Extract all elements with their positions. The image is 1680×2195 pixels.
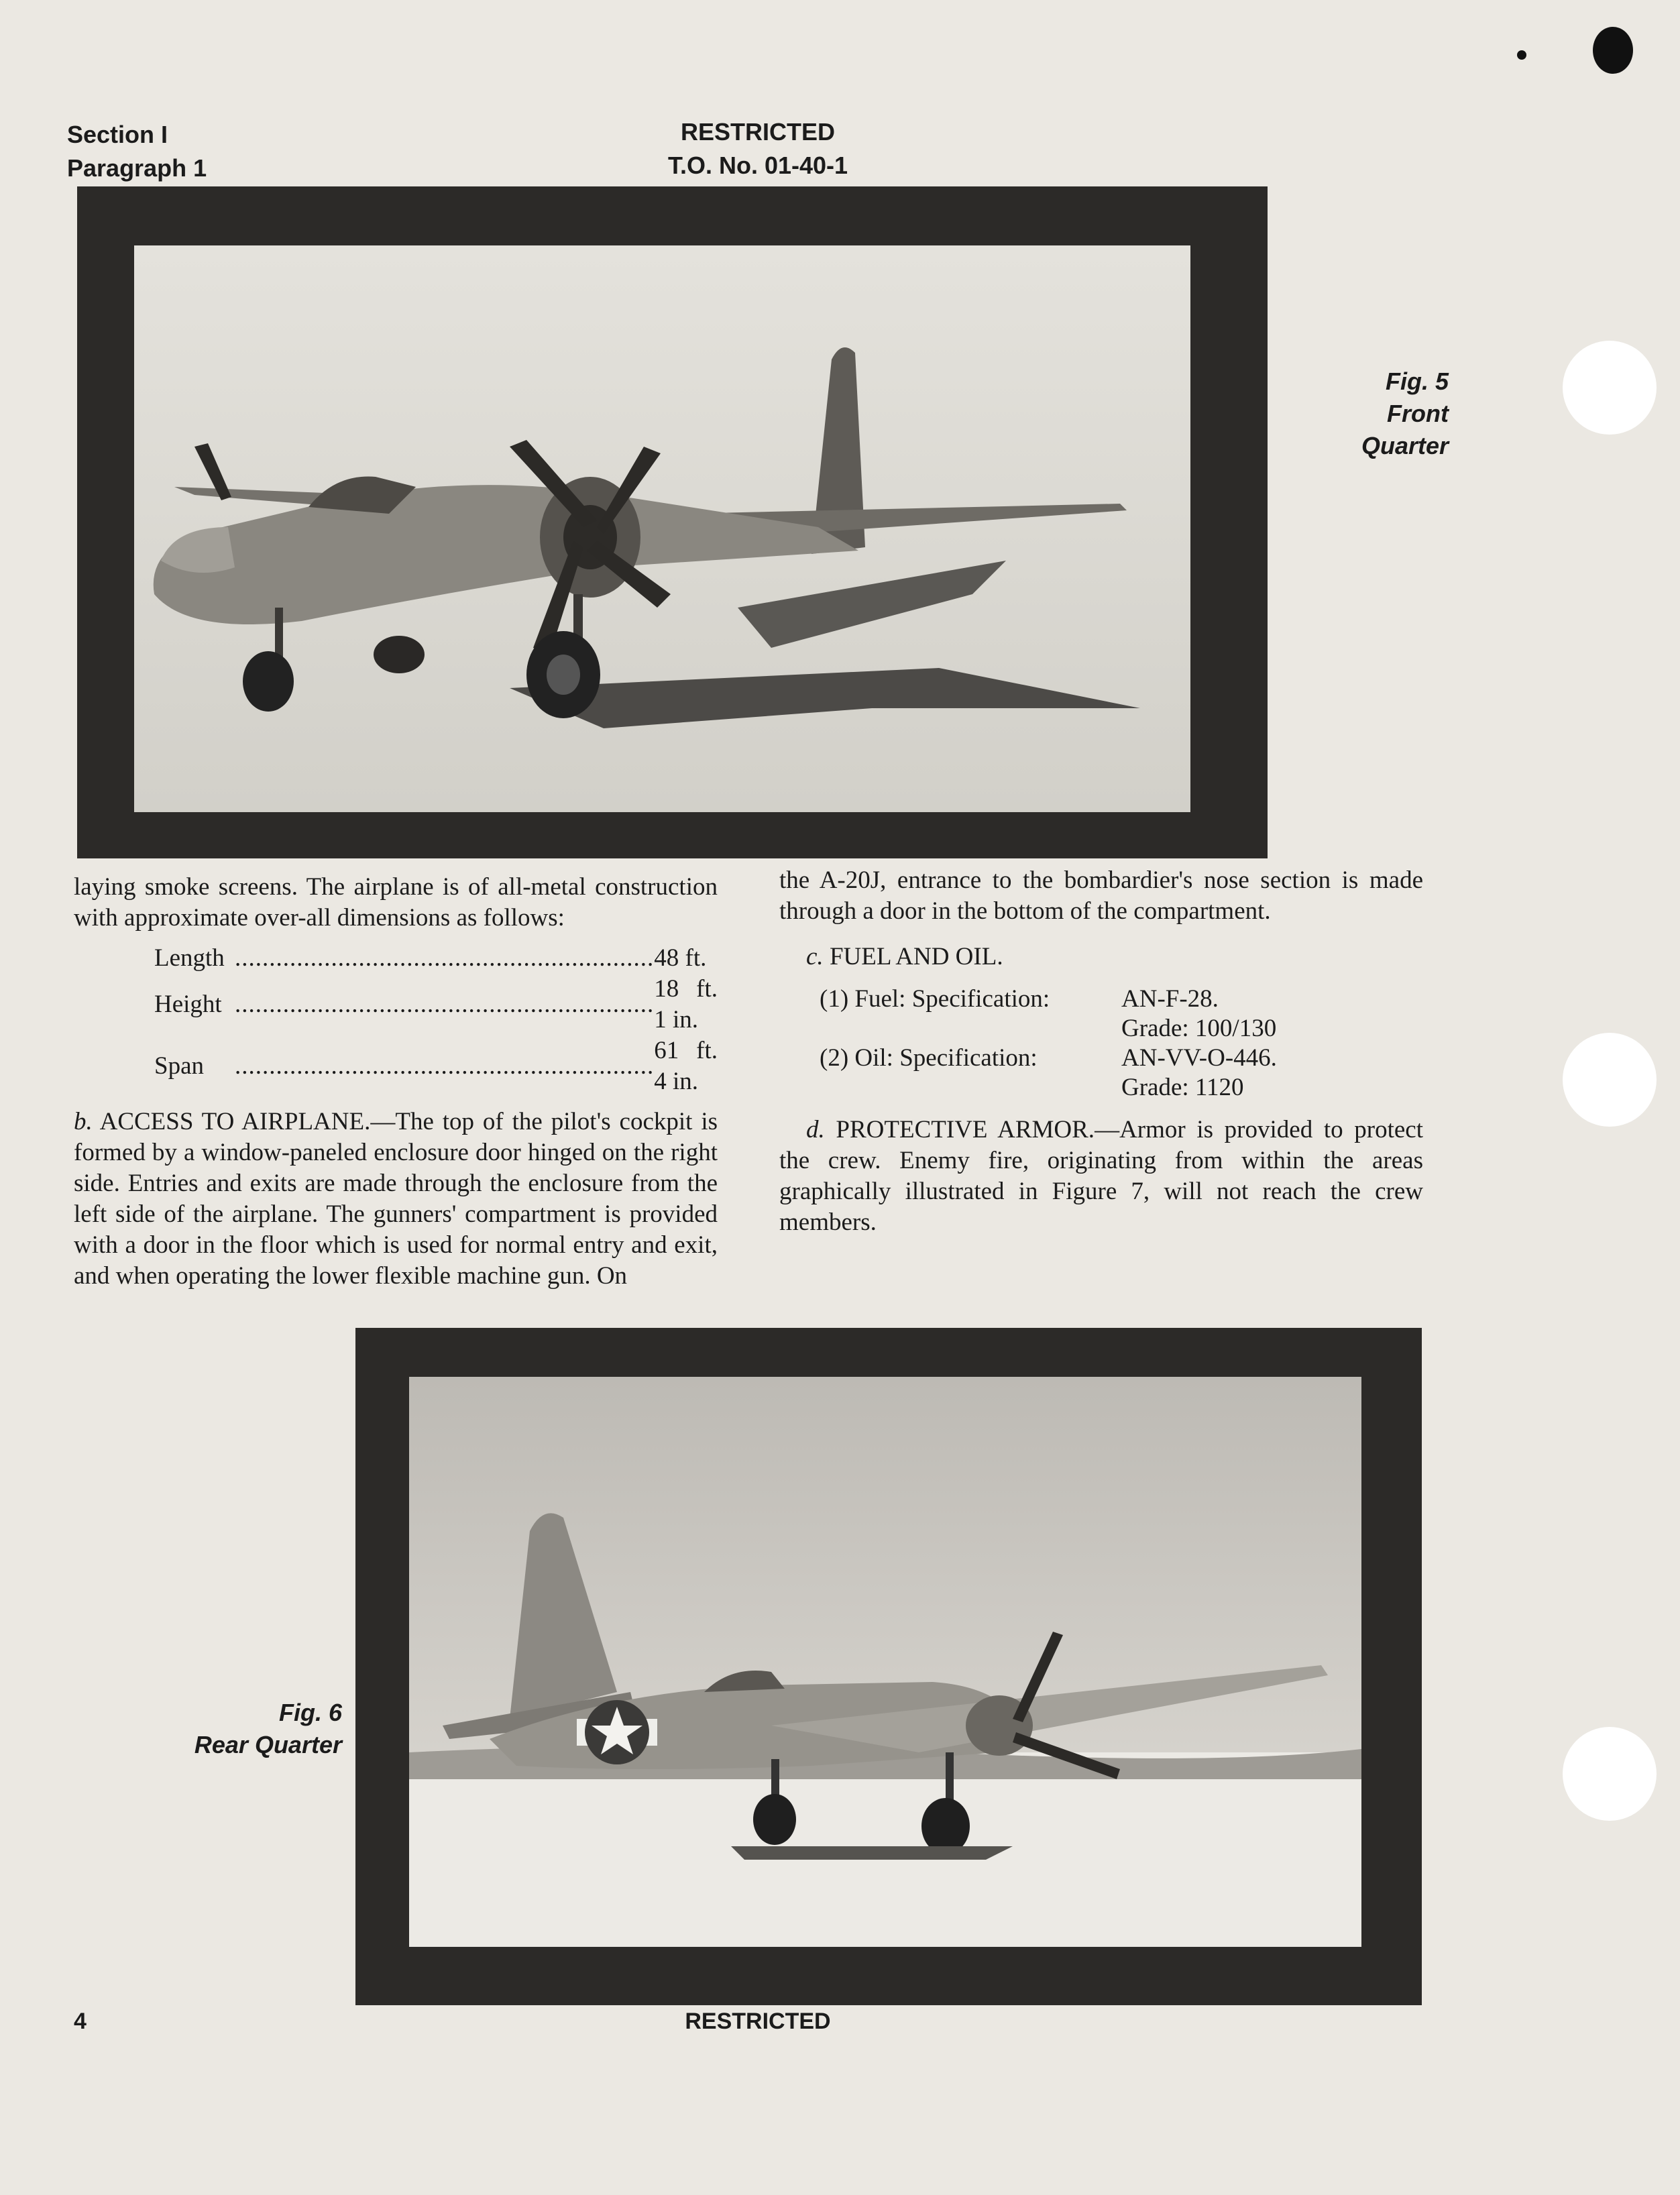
leader-dots: ............................................................. — [235, 991, 655, 1018]
classification-header: RESTRICTED — [680, 118, 835, 146]
spec-row — [820, 1044, 1277, 1103]
leader-dots: ............................................................. — [235, 944, 655, 972]
dimension-row — [154, 1035, 718, 1097]
ink-blot — [1593, 27, 1633, 74]
dimension-name: Span — [154, 1052, 204, 1080]
intro-paragraph: laying smoke screens. The airplane is of all-metal construction with approximate over-all dimensions as follows: — [74, 873, 718, 932]
access-paragraph — [74, 1107, 718, 1292]
dimension-name: Height — [154, 991, 222, 1018]
spec-number: AN-VV-O-446. — [1121, 1044, 1277, 1072]
ink-dot — [1517, 50, 1526, 60]
binder-hole-middle — [1563, 1033, 1657, 1127]
spec-grade: Grade: 100/130 — [1121, 1015, 1277, 1042]
front-quarter-airplane-image — [134, 245, 1190, 812]
page-header-left — [67, 118, 207, 185]
dimensions-table — [154, 943, 718, 1097]
spec-label: (1) Fuel: Specification: — [820, 985, 1050, 1013]
fuel-label: c. — [806, 943, 824, 970]
dimension-value: 48 ft. — [654, 944, 707, 972]
spec-label: (2) Oil: Specification: — [820, 1044, 1038, 1072]
dimension-value: 61 ft. 4 in. — [654, 1037, 718, 1095]
spec-grade: Grade: 1120 — [1121, 1074, 1244, 1101]
access-label: b. — [74, 1108, 93, 1135]
armor-paragraph — [779, 1115, 1423, 1238]
right-column — [779, 865, 1423, 1238]
fuel-heading: FUEL AND OIL. — [829, 943, 1003, 970]
leader-dots: ............................................................. — [235, 1052, 655, 1080]
figure-6-caption — [141, 1697, 342, 1761]
dimension-row — [154, 974, 718, 1035]
armor-text: —Armor is provided to protect the crew. Enemy fire, originating from within the areas graphically illustrated in Figure 7, will not reach the crew members. — [779, 1116, 1423, 1236]
dimension-row — [154, 943, 718, 974]
rear-quarter-airplane-image — [409, 1377, 1361, 1947]
fuel-oil-table — [820, 984, 1277, 1103]
figure-5-caption — [1247, 365, 1449, 462]
paragraph-label: Paragraph 1 — [67, 154, 207, 182]
left-column — [74, 872, 718, 1292]
access-text: —The top of the pilot's cockpit is formed by a window-paneled enclosure door hinged on the right side. Entries and exits are made through the enclosure from the left side of the airplane. The gunners' compartment is provided with a door in the floor which is used for normal entry and exit, and when operating the lower flexible machine gun. On — [74, 1108, 718, 1290]
classification-footer: RESTRICTED — [685, 2009, 831, 2034]
figure-5-title-line2: Quarter — [1361, 432, 1449, 459]
dimension-name: Length — [154, 944, 225, 972]
page-header-center — [590, 115, 926, 182]
spec-value — [1121, 984, 1277, 1044]
spec-number: AN-F-28. — [1121, 985, 1219, 1013]
section-label: Section I — [67, 121, 168, 148]
to-number: T.O. No. 01-40-1 — [667, 152, 848, 179]
page-number: 4 — [74, 2009, 87, 2034]
figure-6-photo — [409, 1377, 1361, 1947]
figure-5-photo — [134, 245, 1190, 812]
binder-hole-top — [1563, 341, 1657, 435]
figure-6-number: Fig. 6 — [278, 1699, 342, 1726]
figure-6-title: Rear Quarter — [194, 1731, 342, 1758]
armor-heading: PROTECTIVE ARMOR. — [836, 1116, 1095, 1143]
spec-row — [820, 984, 1277, 1044]
figure-5-title-line1: Front — [1387, 400, 1449, 427]
armor-label: d. — [806, 1116, 825, 1143]
figure-5-number: Fig. 5 — [1385, 368, 1449, 395]
binder-hole-bottom — [1563, 1727, 1657, 1821]
access-heading: ACCESS TO AIRPLANE. — [99, 1108, 371, 1135]
spec-value — [1121, 1044, 1277, 1103]
fuel-heading-line — [779, 942, 1423, 972]
dimension-value: 18 ft. 1 in. — [654, 975, 718, 1033]
continuation-paragraph: the A-20J, entrance to the bombardier's nose section is made through a door in the bottom of the compartment. — [779, 866, 1423, 925]
